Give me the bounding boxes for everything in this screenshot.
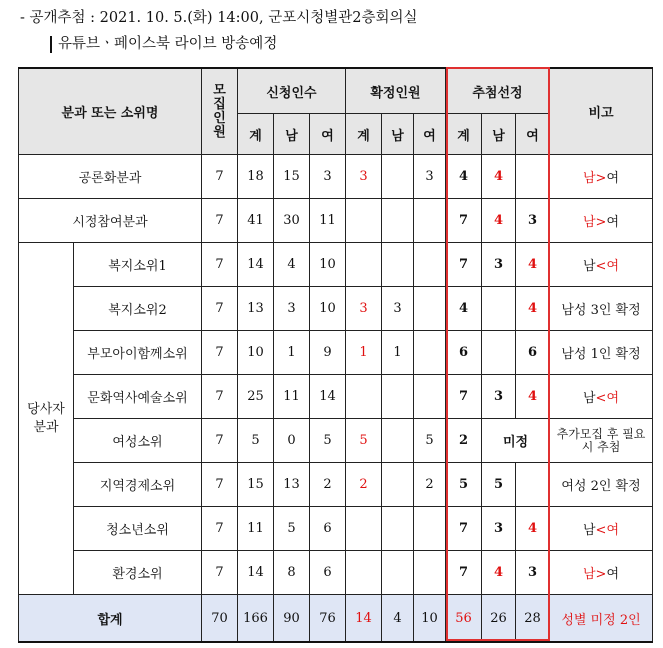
cell-note: 남>여	[550, 155, 653, 199]
cell-apply-male: 3	[274, 287, 310, 331]
cell-apply-female: 11	[310, 199, 346, 243]
cell-confirmed-female: 5	[414, 419, 446, 463]
cell-apply-total: 11	[238, 507, 274, 551]
total-label: 합계	[19, 595, 202, 643]
cell-apply-total: 14	[238, 243, 274, 287]
row-name: 청소년소위	[74, 507, 202, 551]
row-name: 공론화분과	[19, 155, 202, 199]
sub-total-header: 계	[238, 114, 274, 155]
cell-confirmed-female: 3	[414, 155, 446, 199]
cell-note: 남<여	[550, 243, 653, 287]
cell-confirmed-total: 3	[346, 155, 382, 199]
cell-capacity: 7	[202, 155, 238, 199]
cell-apply-male: 1	[274, 331, 310, 375]
cell-confirmed-male	[382, 375, 414, 419]
cell-draw-total: 7	[446, 551, 482, 595]
cell-confirmed-male	[382, 463, 414, 507]
cell-apply-total: 14	[238, 551, 274, 595]
selection-table	[18, 67, 653, 643]
cell-apply-female: 10	[310, 287, 346, 331]
sub-female-header: 여	[310, 114, 346, 155]
broadcast-line: 유튜브ㆍ페이스북 라이브 방송예정	[50, 36, 277, 53]
cell-confirmed-male	[382, 419, 414, 463]
table-row	[19, 463, 653, 507]
cell-capacity: 7	[202, 243, 238, 287]
draw-schedule-line: - 공개추첨 : 2021. 10. 5.(화) 14:00, 군포시청별관2층회의실	[20, 10, 418, 26]
cell-apply-total: 15	[238, 463, 274, 507]
cell-confirmed-male: 1	[382, 331, 414, 375]
cell-draw-female: 4	[516, 243, 550, 287]
cell-confirmed-male: 3	[382, 287, 414, 331]
cell-apply-total: 18	[238, 155, 274, 199]
cell-apply-female: 14	[310, 375, 346, 419]
cell-draw-male: 3	[482, 243, 516, 287]
cell-draw-female: 4	[516, 507, 550, 551]
cell-apply-female: 6	[310, 507, 346, 551]
cell-apply-male: 5	[274, 507, 310, 551]
total-apply-total: 166	[238, 595, 274, 643]
cell-draw-male	[482, 331, 516, 375]
col-capacity-header: 모집인원	[202, 68, 238, 155]
table-row	[19, 419, 653, 463]
cell-draw-total: 7	[446, 375, 482, 419]
cell-confirmed-female	[414, 331, 446, 375]
cell-confirmed-male	[382, 199, 414, 243]
cell-apply-female: 10	[310, 243, 346, 287]
cell-draw-female: 3	[516, 551, 550, 595]
row-name: 지역경제소위	[74, 463, 202, 507]
table-row	[19, 243, 653, 287]
cell-draw-female: 6	[516, 331, 550, 375]
table-row	[19, 375, 653, 419]
cell-confirmed-total: 3	[346, 287, 382, 331]
row-name: 시정참여분과	[19, 199, 202, 243]
cell-confirmed-female	[414, 199, 446, 243]
cell-capacity: 7	[202, 375, 238, 419]
table-row	[19, 331, 653, 375]
cell-confirmed-female	[414, 507, 446, 551]
total-confirmed-total: 14	[346, 595, 382, 643]
cell-note: 남<여	[550, 507, 653, 551]
cell-draw-female: 3	[516, 199, 550, 243]
row-name: 환경소위	[74, 551, 202, 595]
row-name: 부모아이함께소위	[74, 331, 202, 375]
cell-note: 여성 2인 확정	[550, 463, 653, 507]
cell-confirmed-total	[346, 507, 382, 551]
cell-draw-total: 4	[446, 155, 482, 199]
cell-confirmed-total	[346, 375, 382, 419]
cell-draw-total: 2	[446, 419, 482, 463]
cell-confirmed-female	[414, 287, 446, 331]
sub-male-header: 남	[274, 114, 310, 155]
table-row	[19, 199, 653, 243]
cell-draw-male: 4	[482, 551, 516, 595]
table-row	[19, 507, 653, 551]
sub-female-header: 여	[414, 114, 446, 155]
total-confirmed-female: 10	[414, 595, 446, 643]
cell-confirmed-total	[346, 551, 382, 595]
total-confirmed-male: 4	[382, 595, 414, 643]
cell-apply-male: 13	[274, 463, 310, 507]
row-name: 복지소위2	[74, 287, 202, 331]
cell-draw-total: 5	[446, 463, 482, 507]
cell-draw-male: 3	[482, 375, 516, 419]
cell-note: 남성 1인 확정	[550, 331, 653, 375]
table-row	[19, 155, 653, 199]
cell-draw-male	[482, 287, 516, 331]
cell-confirmed-total: 2	[346, 463, 382, 507]
cell-apply-male: 30	[274, 199, 310, 243]
cell-apply-female: 3	[310, 155, 346, 199]
cell-apply-total: 13	[238, 287, 274, 331]
sub-total-header: 계	[446, 114, 482, 155]
cell-confirmed-female: 2	[414, 463, 446, 507]
row-name: 복지소위1	[74, 243, 202, 287]
cell-confirmed-male	[382, 243, 414, 287]
cell-note: 추가모집 후 필요시 추첨	[550, 419, 653, 463]
row-name: 여성소위	[74, 419, 202, 463]
cell-note: 남>여	[550, 199, 653, 243]
total-capacity: 70	[202, 595, 238, 643]
cell-draw-undecided: 미정	[482, 419, 550, 463]
cell-apply-male: 0	[274, 419, 310, 463]
sub-female-header: 여	[516, 114, 550, 155]
total-row	[19, 595, 653, 643]
cell-apply-female: 2	[310, 463, 346, 507]
cell-apply-female: 9	[310, 331, 346, 375]
cell-capacity: 7	[202, 507, 238, 551]
total-draw-male: 26	[482, 595, 516, 643]
cell-apply-total: 10	[238, 331, 274, 375]
cell-apply-total: 25	[238, 375, 274, 419]
cell-apply-male: 15	[274, 155, 310, 199]
sub-male-header: 남	[382, 114, 414, 155]
cell-capacity: 7	[202, 419, 238, 463]
cell-apply-male: 4	[274, 243, 310, 287]
cell-draw-total: 4	[446, 287, 482, 331]
cell-apply-female: 6	[310, 551, 346, 595]
cell-apply-male: 8	[274, 551, 310, 595]
cell-note: 남>여	[550, 551, 653, 595]
sub-male-header: 남	[482, 114, 516, 155]
cell-draw-total: 6	[446, 331, 482, 375]
total-draw-female: 28	[516, 595, 550, 643]
cell-apply-total: 41	[238, 199, 274, 243]
cell-draw-male: 3	[482, 507, 516, 551]
col-group-header: 분과 또는 소위명	[19, 68, 202, 155]
cell-confirmed-total: 1	[346, 331, 382, 375]
cell-capacity: 7	[202, 551, 238, 595]
total-apply-female: 76	[310, 595, 346, 643]
cell-capacity: 7	[202, 331, 238, 375]
sub-total-header: 계	[346, 114, 382, 155]
table-row	[19, 287, 653, 331]
cell-note: 남<여	[550, 375, 653, 419]
cell-draw-male: 4	[482, 155, 516, 199]
cell-capacity: 7	[202, 287, 238, 331]
cell-draw-male: 4	[482, 199, 516, 243]
cell-draw-female	[516, 155, 550, 199]
cell-confirmed-male	[382, 507, 414, 551]
cell-confirmed-female	[414, 243, 446, 287]
cell-apply-female: 5	[310, 419, 346, 463]
col-confirmed-header: 확정인원	[346, 68, 446, 114]
cell-apply-total: 5	[238, 419, 274, 463]
cell-confirmed-male	[382, 155, 414, 199]
group-label: 당사자 분과	[19, 243, 74, 595]
cell-draw-female: 4	[516, 287, 550, 331]
cell-apply-male: 11	[274, 375, 310, 419]
cell-confirmed-total	[346, 199, 382, 243]
cell-confirmed-female	[414, 551, 446, 595]
cell-draw-female: 4	[516, 375, 550, 419]
cell-draw-male: 5	[482, 463, 516, 507]
cell-confirmed-male	[382, 551, 414, 595]
col-note-header: 비고	[550, 68, 653, 155]
cell-capacity: 7	[202, 199, 238, 243]
col-apply-header: 신청인수	[238, 68, 346, 114]
cell-confirmed-total	[346, 243, 382, 287]
cell-draw-total: 7	[446, 507, 482, 551]
col-draw-header: 추첨선정	[446, 68, 550, 114]
cell-draw-total: 7	[446, 243, 482, 287]
total-draw-total: 56	[446, 595, 482, 643]
cell-confirmed-female	[414, 375, 446, 419]
cell-capacity: 7	[202, 463, 238, 507]
row-name: 문화역사예술소위	[74, 375, 202, 419]
cell-note: 남성 3인 확정	[550, 287, 653, 331]
table-row	[19, 551, 653, 595]
cell-confirmed-total: 5	[346, 419, 382, 463]
cell-draw-total: 7	[446, 199, 482, 243]
total-note: 성별 미정 2인	[550, 595, 653, 643]
total-apply-male: 90	[274, 595, 310, 643]
cell-draw-female	[516, 463, 550, 507]
